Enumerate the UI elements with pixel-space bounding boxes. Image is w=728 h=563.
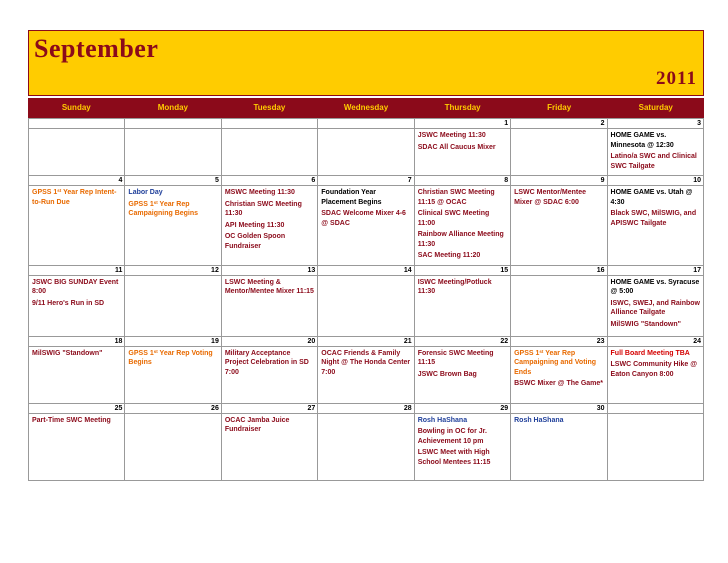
weekday-monday: Monday: [157, 103, 188, 112]
day-number: 1: [414, 119, 510, 129]
weekday-wednesday: Wednesday: [343, 103, 389, 112]
day-cell: [29, 275, 125, 336]
calendar-event: Clinical SWC Meeting 11:00: [417, 210, 490, 227]
calendar-event: SDAC Welcome Mixer 4-6 @ SDAC: [321, 210, 406, 227]
weekday-tuesday: Tuesday: [253, 103, 286, 112]
day-number: 8: [414, 176, 510, 186]
day-cell: [221, 346, 317, 403]
calendar-event: ISWC Meeting/Potluck 11:30: [417, 278, 492, 295]
calendar-event: JSWC BIG SUNDAY Event 8:00: [32, 278, 119, 295]
calendar-event: JSWC Meeting 11:30: [417, 132, 486, 139]
calendar-event: JSWC Brown Bag: [417, 370, 477, 378]
calendar-event: BSWC Mixer @ The Game*: [514, 380, 604, 387]
day-cell: [511, 186, 607, 266]
month-banner: [28, 30, 704, 96]
day-cell: [318, 186, 414, 266]
calendar-event: ISWC, SWEJ, and Rainbow Alliance Tailgate: [610, 299, 700, 316]
day-cell: [29, 413, 125, 480]
week-1-events-row: [29, 129, 704, 176]
day-cell: [511, 413, 607, 480]
week-2-date-row: [29, 176, 704, 186]
day-cell: [318, 129, 414, 176]
day-number: 29: [414, 403, 510, 413]
day-number: 10: [607, 176, 703, 186]
year-title: 2011: [656, 68, 697, 89]
day-cell: [511, 346, 607, 403]
day-cell: [125, 275, 221, 336]
calendar-event: HOME GAME vs. Syracuse @ 5:00: [610, 278, 700, 295]
day-cell: [318, 346, 414, 403]
day-number: 19: [125, 336, 221, 346]
calendar-event: OCAC Jamba Juice Fundraiser: [224, 416, 290, 433]
weekday-sunday: Sunday: [61, 103, 91, 112]
calendar-event: Forensic SWC Meeting 11:15: [417, 349, 494, 366]
day-number: 23: [511, 336, 607, 346]
week-3-date-row: [29, 265, 704, 275]
day-number: 30: [511, 403, 607, 413]
day-number: [125, 119, 221, 129]
calendar-event: Military Acceptance Project Celebration in SD 7:00: [224, 349, 309, 376]
calendar-event: Rosh HaShana: [417, 416, 468, 424]
day-number: 9: [511, 176, 607, 186]
calendar-event: Latino/a SWC and Clinical SWC Tailgate: [610, 153, 697, 170]
day-number: 3: [607, 119, 703, 129]
calendar-grid: [28, 118, 704, 481]
day-number: 15: [414, 265, 510, 275]
day-cell: [511, 129, 607, 176]
day-cell: [221, 186, 317, 266]
day-cell: [318, 275, 414, 336]
week-4-date-row: [29, 336, 704, 346]
calendar-event: OCAC Friends & Family Night @ The Honda Center 7:00: [321, 349, 411, 376]
week-1-date-row: [29, 119, 704, 129]
day-number: 26: [125, 403, 221, 413]
day-number: 12: [125, 265, 221, 275]
calendar-event: GPSS 1st Year Rep Campaigning Begins: [128, 199, 199, 217]
day-number: [318, 119, 414, 129]
calendar-event: API Meeting 11:30: [224, 221, 285, 229]
day-cell: [221, 413, 317, 480]
day-number: 7: [318, 176, 414, 186]
day-cell: [511, 275, 607, 336]
calendar-event: Bowling in OC for Jr. Achievement 10 pm: [417, 428, 487, 445]
calendar-event: Rosh HaShana: [514, 416, 564, 424]
day-cell: [414, 186, 510, 266]
day-number: [29, 119, 125, 129]
week-2-events-row: [29, 186, 704, 266]
calendar-event: MSWC Meeting 11:30: [224, 189, 295, 196]
calendar-event: LSWC Meet with High School Mentees 11:15: [417, 449, 491, 466]
calendar-event: Christian SWC Meeting 11:15 @ OCAC: [417, 189, 495, 206]
day-cell: [607, 413, 703, 480]
day-number: [221, 119, 317, 129]
calendar-event: Labor Day: [128, 189, 163, 196]
calendar-event: HOME GAME vs. Utah @ 4:30: [610, 189, 693, 206]
day-cell: [607, 275, 703, 336]
calendar-event: Part-Time SWC Meeting: [32, 416, 111, 424]
day-cell: [221, 129, 317, 176]
day-cell: [607, 186, 703, 266]
weekday-header-row: [28, 98, 704, 118]
day-number: 25: [29, 403, 125, 413]
calendar-event: Foundation Year Placement Begins: [321, 189, 382, 206]
day-number: 11: [29, 265, 125, 275]
day-number: 17: [607, 265, 703, 275]
calendar-event: OC Golden Spoon Fundraiser: [224, 233, 286, 250]
day-number: 2: [511, 119, 607, 129]
week-3-events-row: [29, 275, 704, 336]
weekday-friday: Friday: [547, 103, 572, 112]
month-title: September: [34, 34, 159, 63]
day-cell: [125, 413, 221, 480]
day-cell: [414, 275, 510, 336]
calendar-event: Black SWC, MilSWIG, and APISWC Tailgate: [610, 210, 697, 227]
day-number: 5: [125, 176, 221, 186]
day-number: 21: [318, 336, 414, 346]
day-number: 13: [221, 265, 317, 275]
day-number: 27: [221, 403, 317, 413]
day-cell: [318, 413, 414, 480]
calendar-event: Christian SWC Meeting 11:30: [224, 200, 302, 217]
day-number: 16: [511, 265, 607, 275]
week-5-date-row: [29, 403, 704, 413]
calendar-event: 9/11 Hero's Run in SD: [32, 299, 105, 307]
calendar-event: GPSS 1st Year Rep Intent-to-Run Due: [32, 188, 117, 206]
calendar-event: Rainbow Alliance Meeting 11:30: [417, 231, 504, 248]
day-cell: [221, 275, 317, 336]
calendar-event: Full Board Meeting TBA: [610, 349, 690, 357]
day-number: 20: [221, 336, 317, 346]
day-cell: [125, 346, 221, 403]
weekday-saturday: Saturday: [638, 103, 673, 112]
day-cell: [125, 129, 221, 176]
day-cell: [29, 186, 125, 266]
day-number: 24: [607, 336, 703, 346]
calendar-event: MilSWIG "Standown": [32, 349, 103, 357]
day-cell: [29, 129, 125, 176]
day-number: [607, 403, 703, 413]
day-number: 4: [29, 176, 125, 186]
weekday-thursday: Thursday: [444, 103, 481, 112]
calendar-event: SAC Meeting 11:20: [417, 252, 481, 259]
calendar-event: GPSS 1st Year Rep Campaigning and Voting Ends: [514, 348, 597, 376]
day-cell: [414, 346, 510, 403]
calendar-event: LSWC Community Hike @ Eaton Canyon 8:00: [610, 361, 698, 378]
day-cell: [607, 129, 703, 176]
day-cell: [125, 186, 221, 266]
day-cell: [29, 346, 125, 403]
week-5-events-row: [29, 413, 704, 480]
calendar-event: LSWC Mentor/Mentee Mixer @ SDAC 6:00: [514, 189, 587, 206]
day-number: 14: [318, 265, 414, 275]
week-4-events-row: [29, 346, 704, 403]
calendar-event: GPSS 1st Year Rep Voting Begins: [128, 348, 213, 366]
day-number: 6: [221, 176, 317, 186]
day-number: 28: [318, 403, 414, 413]
day-number: 22: [414, 336, 510, 346]
calendar-event: LSWC Meeting & Mentor/Mentee Mixer 11:15: [224, 278, 314, 295]
calendar-event: HOME GAME vs. Minnesota @ 12:30: [610, 132, 674, 149]
day-cell: [607, 346, 703, 403]
calendar-event: MilSWIG "Standown": [610, 320, 681, 328]
day-cell: [414, 413, 510, 480]
day-cell: [414, 129, 510, 176]
calendar-event: SDAC All Caucus Mixer: [417, 143, 496, 151]
day-number: 18: [29, 336, 125, 346]
